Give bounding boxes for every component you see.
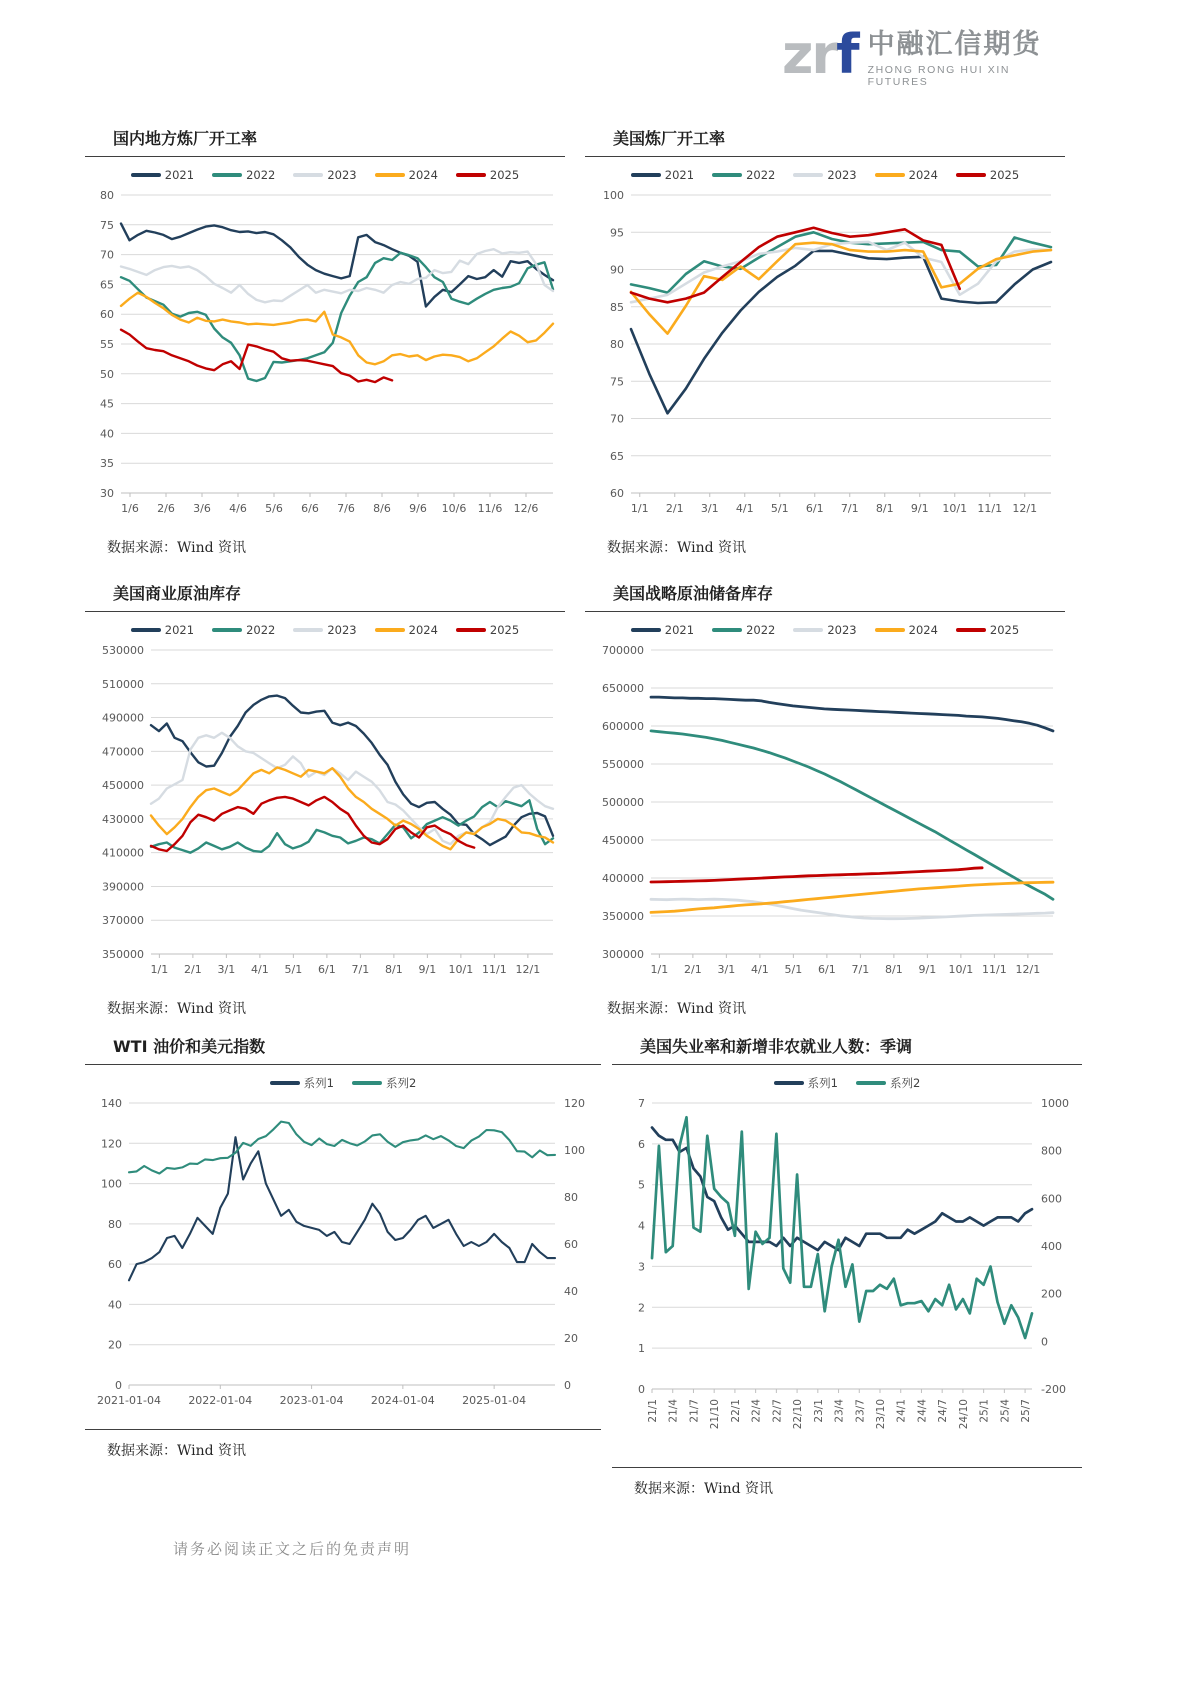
data-source-label: 数据来源：Wind 资讯 (634, 1481, 774, 1497)
svg-text:450000: 450000 (102, 779, 144, 793)
svg-text:65: 65 (100, 278, 114, 292)
svg-text:12/6: 12/6 (513, 502, 539, 515)
svg-text:350000: 350000 (102, 948, 144, 961)
legend-item-2024 (375, 623, 438, 637)
legend-item-系列2 (352, 1075, 416, 1091)
svg-text:2024-01-04: 2024-01-04 (370, 1394, 435, 1407)
legend-swatch-red-line (956, 628, 986, 631)
legend-label: 系列1 (807, 1076, 838, 1090)
svg-text:1000: 1000 (1041, 1097, 1069, 1110)
legend-item-2022 (712, 168, 775, 182)
svg-text:22/7: 22/7 (771, 1399, 784, 1423)
legend-swatch-red-line (956, 173, 986, 176)
chart-block-us-unemployment-nonfarm (612, 1034, 1082, 1498)
line-chart-canvas (85, 640, 565, 988)
svg-text:0: 0 (638, 1383, 645, 1396)
svg-text:35: 35 (100, 457, 114, 471)
svg-text:23/4: 23/4 (833, 1399, 846, 1423)
legend-swatch-navy-line (131, 628, 161, 631)
svg-text:800: 800 (1041, 1144, 1062, 1158)
svg-text:25/7: 25/7 (1020, 1399, 1033, 1423)
svg-text:9/1: 9/1 (418, 963, 437, 976)
line-chart-canvas (612, 1093, 1082, 1461)
svg-text:650000: 650000 (602, 682, 644, 695)
series-line-系列2 (652, 1117, 1032, 1338)
chart-plot-area (585, 640, 1065, 988)
svg-text:5: 5 (638, 1178, 645, 1192)
legend-label: 2021 (164, 623, 195, 637)
legend-label: 系列2 (386, 1076, 417, 1090)
chart-plot-area (85, 640, 565, 988)
series-line-2024 (151, 767, 553, 849)
section-divider (612, 1467, 1082, 1468)
svg-text:24/7: 24/7 (937, 1399, 950, 1423)
data-source-label: 数据来源：Wind 资讯 (107, 540, 247, 556)
legend-item-2022 (712, 623, 775, 637)
data-source-label: 数据来源：Wind 资讯 (607, 540, 747, 556)
svg-text:3/1: 3/1 (217, 963, 236, 976)
legend-label: 系列1 (303, 1076, 334, 1090)
legend-label: 2024 (908, 168, 938, 182)
series-line-2021 (121, 224, 553, 307)
svg-text:65: 65 (610, 449, 624, 463)
svg-text:50: 50 (100, 367, 114, 381)
legend-swatch-red-line (456, 628, 486, 631)
svg-text:12/1: 12/1 (515, 963, 541, 976)
chart-title: 美国商业原油库存 (113, 584, 242, 603)
legend-item-2025 (456, 168, 519, 182)
chart-legend (85, 1075, 601, 1091)
title-rule (85, 156, 565, 157)
svg-text:2/1: 2/1 (665, 502, 684, 515)
title-rule (585, 156, 1065, 157)
series-line-2021 (631, 251, 1051, 413)
svg-text:400000: 400000 (602, 872, 644, 885)
svg-text:2/6: 2/6 (157, 502, 175, 515)
legend-label: 2021 (664, 623, 695, 637)
chart-plot-area (85, 185, 565, 527)
svg-text:7/1: 7/1 (351, 963, 370, 976)
series-line-2025 (651, 868, 982, 882)
svg-text:60: 60 (100, 308, 114, 322)
svg-text:0: 0 (115, 1379, 122, 1392)
chart-plot-area (612, 1093, 1082, 1461)
series-line-2024 (651, 882, 1053, 912)
legend-label: 2025 (489, 168, 520, 182)
svg-text:140: 140 (101, 1097, 122, 1110)
legend-swatch-orange-line (875, 173, 905, 176)
legend-label: 2024 (908, 623, 938, 637)
legend-item-系列1 (270, 1075, 334, 1091)
legend-swatch-gray-line (293, 628, 323, 631)
svg-text:490000: 490000 (102, 711, 144, 725)
legend-label: 系列2 (890, 1076, 921, 1090)
svg-text:5/1: 5/1 (284, 963, 303, 976)
series-line-系列2 (129, 1122, 555, 1174)
svg-text:0: 0 (564, 1379, 571, 1392)
company-logo (782, 22, 1062, 88)
title-rule (85, 611, 565, 612)
legend-item-2025 (956, 623, 1019, 637)
data-source-label: 数据来源：Wind 资讯 (107, 1001, 247, 1017)
legend-item-2022 (212, 623, 275, 637)
legend-swatch-teal-line (212, 173, 242, 176)
svg-text:90: 90 (610, 263, 624, 277)
svg-text:5/6: 5/6 (265, 502, 283, 515)
svg-text:24/10: 24/10 (957, 1399, 970, 1430)
disclaimer-footer: 请务必阅读正文之后的免责声明 (173, 1540, 412, 1558)
svg-text:21/10: 21/10 (709, 1399, 722, 1430)
legend-label: 2022 (246, 168, 276, 182)
legend-swatch-teal-line (712, 628, 742, 631)
legend-item-2025 (456, 623, 519, 637)
legend-label: 2024 (408, 623, 438, 637)
svg-text:11/6: 11/6 (477, 502, 503, 515)
legend-label: 2024 (408, 168, 438, 182)
svg-text:10/1: 10/1 (448, 963, 474, 976)
svg-text:450000: 450000 (602, 834, 644, 847)
svg-text:4/1: 4/1 (751, 963, 769, 976)
svg-text:7/1: 7/1 (851, 963, 870, 976)
svg-text:6/1: 6/1 (818, 963, 836, 976)
svg-text:12/1: 12/1 (1012, 502, 1038, 515)
svg-text:7/1: 7/1 (840, 502, 859, 515)
svg-text:1/1: 1/1 (630, 502, 649, 515)
svg-text:510000: 510000 (102, 677, 144, 691)
legend-item-2023 (293, 168, 356, 182)
svg-text:200: 200 (1041, 1287, 1062, 1301)
svg-text:8/1: 8/1 (875, 502, 894, 515)
svg-text:-200: -200 (1041, 1383, 1066, 1396)
svg-text:23/10: 23/10 (875, 1399, 887, 1430)
svg-text:2021-01-04: 2021-01-04 (97, 1394, 161, 1407)
legend-swatch-navy-line (270, 1081, 300, 1084)
svg-text:12/1: 12/1 (1015, 963, 1041, 976)
svg-text:350000: 350000 (602, 910, 644, 923)
svg-text:600000: 600000 (602, 720, 644, 733)
chart-block-domestic-refinery-rate (85, 126, 565, 557)
svg-text:11/1: 11/1 (982, 963, 1007, 976)
svg-text:4/1: 4/1 (735, 502, 754, 515)
svg-text:400: 400 (1041, 1240, 1062, 1253)
svg-text:45: 45 (100, 397, 114, 411)
svg-text:2/1: 2/1 (184, 963, 202, 976)
svg-text:30: 30 (100, 487, 114, 500)
legend-swatch-navy-line (131, 173, 161, 176)
svg-text:21/4: 21/4 (667, 1399, 680, 1423)
legend-item-2025 (956, 168, 1019, 182)
legend-item-系列1 (774, 1075, 838, 1091)
svg-text:22/10: 22/10 (792, 1399, 805, 1430)
legend-item-2024 (375, 168, 438, 182)
svg-text:40: 40 (564, 1285, 578, 1298)
svg-text:40: 40 (100, 427, 114, 441)
svg-text:80: 80 (610, 338, 624, 351)
line-chart-canvas (85, 185, 565, 527)
legend-label: 2025 (489, 623, 520, 637)
svg-text:8/1: 8/1 (885, 963, 903, 976)
svg-text:5/1: 5/1 (784, 963, 803, 976)
chart-legend (612, 1075, 1082, 1091)
svg-text:20: 20 (564, 1332, 578, 1345)
legend-item-2024 (875, 168, 938, 182)
logo-company-name-cn: 中融汇信期货 (867, 29, 1042, 60)
chart-block-us-spr-inventory (585, 581, 1065, 1018)
legend-label: 2021 (664, 168, 695, 182)
legend-item-2023 (293, 623, 356, 637)
svg-text:25/4: 25/4 (999, 1399, 1012, 1423)
svg-text:60: 60 (610, 487, 624, 500)
svg-text:370000: 370000 (102, 914, 144, 928)
data-source-label: 数据来源：Wind 资讯 (107, 1443, 247, 1459)
svg-text:100: 100 (564, 1144, 585, 1157)
legend-swatch-teal-line (712, 173, 742, 176)
chart-legend (85, 622, 565, 638)
legend-label: 2023 (827, 623, 857, 637)
svg-text:11/1: 11/1 (977, 502, 1003, 515)
svg-text:1: 1 (638, 1342, 645, 1356)
svg-text:3/6: 3/6 (193, 502, 211, 515)
series-line-2024 (631, 243, 1051, 334)
svg-text:9/1: 9/1 (910, 502, 929, 515)
legend-label: 2025 (989, 623, 1020, 637)
line-chart-canvas (85, 1093, 601, 1423)
title-rule (612, 1064, 1082, 1065)
svg-text:410000: 410000 (102, 846, 144, 860)
svg-text:11/1: 11/1 (482, 963, 507, 976)
svg-text:10/1: 10/1 (942, 502, 968, 515)
svg-text:600: 600 (1041, 1192, 1062, 1206)
svg-text:530000: 530000 (102, 644, 144, 657)
logo-text-group (868, 22, 1062, 88)
logo-company-name-en: ZHONG RONG HUI XIN FUTURES (867, 64, 1011, 88)
legend-label: 2022 (746, 623, 776, 637)
chart-block-us-commercial-crude-inventory (85, 581, 565, 1018)
svg-text:60: 60 (564, 1238, 578, 1251)
svg-text:4/6: 4/6 (229, 502, 247, 515)
legend-swatch-teal-line (856, 1081, 886, 1084)
line-chart-canvas (585, 185, 1065, 527)
legend-label: 2022 (246, 623, 276, 637)
chart-legend (585, 167, 1065, 183)
logo-zr-text: zr (782, 23, 837, 86)
chart-title: 美国失业率和新增非农就业人数：季调 (640, 1037, 913, 1056)
legend-swatch-gray-line (793, 628, 823, 631)
svg-text:75: 75 (100, 218, 114, 232)
legend-label: 2023 (327, 168, 357, 182)
legend-swatch-navy-line (631, 173, 661, 176)
svg-text:6/1: 6/1 (805, 502, 824, 515)
svg-text:95: 95 (610, 226, 624, 240)
svg-text:25/1: 25/1 (978, 1399, 991, 1423)
svg-text:22/1: 22/1 (729, 1399, 742, 1423)
svg-text:120: 120 (564, 1097, 585, 1110)
svg-text:700000: 700000 (602, 644, 644, 657)
svg-text:9/1: 9/1 (918, 963, 937, 976)
svg-text:24/4: 24/4 (916, 1399, 929, 1423)
svg-text:10/1: 10/1 (948, 963, 974, 976)
svg-text:80: 80 (564, 1191, 578, 1204)
svg-text:550000: 550000 (602, 758, 644, 771)
legend-swatch-red-line (456, 173, 486, 176)
chart-title: 国内地方炼厂开工率 (113, 129, 258, 148)
series-line-2022 (121, 253, 553, 381)
svg-text:4: 4 (638, 1219, 645, 1233)
legend-item-2023 (793, 623, 856, 637)
svg-text:7/6: 7/6 (337, 502, 355, 515)
legend-swatch-gray-line (293, 173, 323, 176)
legend-label: 2021 (164, 168, 195, 182)
chart-plot-area (585, 185, 1065, 527)
svg-text:2: 2 (638, 1301, 645, 1315)
legend-item-2021 (631, 168, 694, 182)
legend-label: 2023 (827, 168, 857, 182)
svg-text:3/1: 3/1 (717, 963, 736, 976)
svg-text:21/7: 21/7 (688, 1399, 701, 1423)
legend-label: 2022 (746, 168, 776, 182)
chart-block-us-refinery-rate (585, 126, 1065, 557)
svg-text:1/6: 1/6 (121, 502, 139, 515)
legend-swatch-teal-line (352, 1081, 382, 1084)
svg-text:120: 120 (101, 1137, 122, 1151)
svg-text:430000: 430000 (102, 812, 144, 826)
legend-item-2024 (875, 623, 938, 637)
svg-text:9/6: 9/6 (409, 502, 427, 515)
legend-swatch-navy-line (774, 1081, 804, 1084)
svg-text:24/1: 24/1 (895, 1399, 908, 1423)
legend-item-2021 (131, 168, 194, 182)
legend-item-2021 (631, 623, 694, 637)
svg-text:7: 7 (638, 1097, 645, 1110)
legend-item-2022 (212, 168, 275, 182)
chart-title: WTI 油价和美元指数 (113, 1037, 266, 1056)
svg-text:60: 60 (108, 1258, 122, 1272)
legend-item-系列2 (856, 1075, 920, 1091)
svg-text:55: 55 (100, 338, 114, 351)
svg-text:22/4: 22/4 (750, 1399, 763, 1423)
title-rule (85, 1064, 601, 1065)
svg-text:2025-01-04: 2025-01-04 (462, 1394, 527, 1407)
svg-text:6/1: 6/1 (318, 963, 336, 976)
svg-text:2022-01-04: 2022-01-04 (188, 1394, 253, 1407)
chart-block-wti-and-dollar-index (85, 1034, 601, 1460)
svg-text:21/1: 21/1 (647, 1399, 659, 1423)
svg-text:3/1: 3/1 (700, 502, 719, 515)
svg-text:5/1: 5/1 (770, 502, 789, 515)
svg-text:1/1: 1/1 (150, 963, 169, 976)
svg-text:8/6: 8/6 (373, 502, 391, 515)
legend-item-2021 (131, 623, 194, 637)
svg-text:20: 20 (108, 1338, 122, 1352)
chart-title: 美国战略原油储备库存 (613, 584, 774, 603)
svg-text:70: 70 (610, 412, 624, 426)
svg-text:2/1: 2/1 (684, 963, 702, 976)
svg-text:6/6: 6/6 (301, 502, 319, 515)
logo-zrf-mark (782, 23, 858, 86)
chart-plot-area (85, 1093, 601, 1423)
svg-text:300000: 300000 (602, 948, 644, 961)
svg-text:3: 3 (638, 1260, 645, 1274)
legend-swatch-orange-line (375, 173, 405, 176)
svg-text:80: 80 (108, 1217, 122, 1231)
legend-swatch-orange-line (875, 628, 905, 631)
svg-text:40: 40 (108, 1298, 122, 1312)
svg-text:70: 70 (100, 248, 114, 262)
svg-text:80: 80 (100, 189, 114, 202)
line-chart-canvas (585, 640, 1065, 988)
logo-f-text: f (836, 23, 858, 86)
svg-text:75: 75 (610, 375, 624, 389)
svg-text:23/7: 23/7 (854, 1399, 867, 1423)
title-rule (585, 611, 1065, 612)
svg-text:85: 85 (610, 300, 624, 314)
svg-text:6: 6 (638, 1137, 645, 1151)
svg-text:500000: 500000 (602, 796, 644, 809)
legend-swatch-orange-line (375, 628, 405, 631)
chart-title: 美国炼厂开工率 (613, 129, 726, 148)
legend-swatch-gray-line (793, 173, 823, 176)
svg-text:10/6: 10/6 (441, 502, 467, 515)
svg-text:470000: 470000 (102, 745, 144, 759)
legend-swatch-teal-line (212, 628, 242, 631)
chart-legend (585, 622, 1065, 638)
svg-text:0: 0 (1041, 1335, 1048, 1349)
legend-item-2023 (793, 168, 856, 182)
legend-swatch-navy-line (631, 628, 661, 631)
svg-text:100: 100 (603, 189, 624, 202)
svg-text:2023-01-04: 2023-01-04 (279, 1394, 344, 1407)
svg-text:1/1: 1/1 (650, 963, 669, 976)
svg-text:100: 100 (101, 1177, 122, 1191)
chart-legend (85, 167, 565, 183)
legend-label: 2025 (989, 168, 1020, 182)
svg-text:390000: 390000 (102, 880, 144, 894)
series-line-系列1 (129, 1137, 555, 1280)
legend-label: 2023 (327, 623, 357, 637)
data-source-label: 数据来源：Wind 资讯 (607, 1001, 747, 1017)
svg-text:23/1: 23/1 (812, 1399, 825, 1423)
svg-text:8/1: 8/1 (385, 963, 403, 976)
svg-text:4/1: 4/1 (251, 963, 269, 976)
section-divider (85, 1429, 601, 1430)
